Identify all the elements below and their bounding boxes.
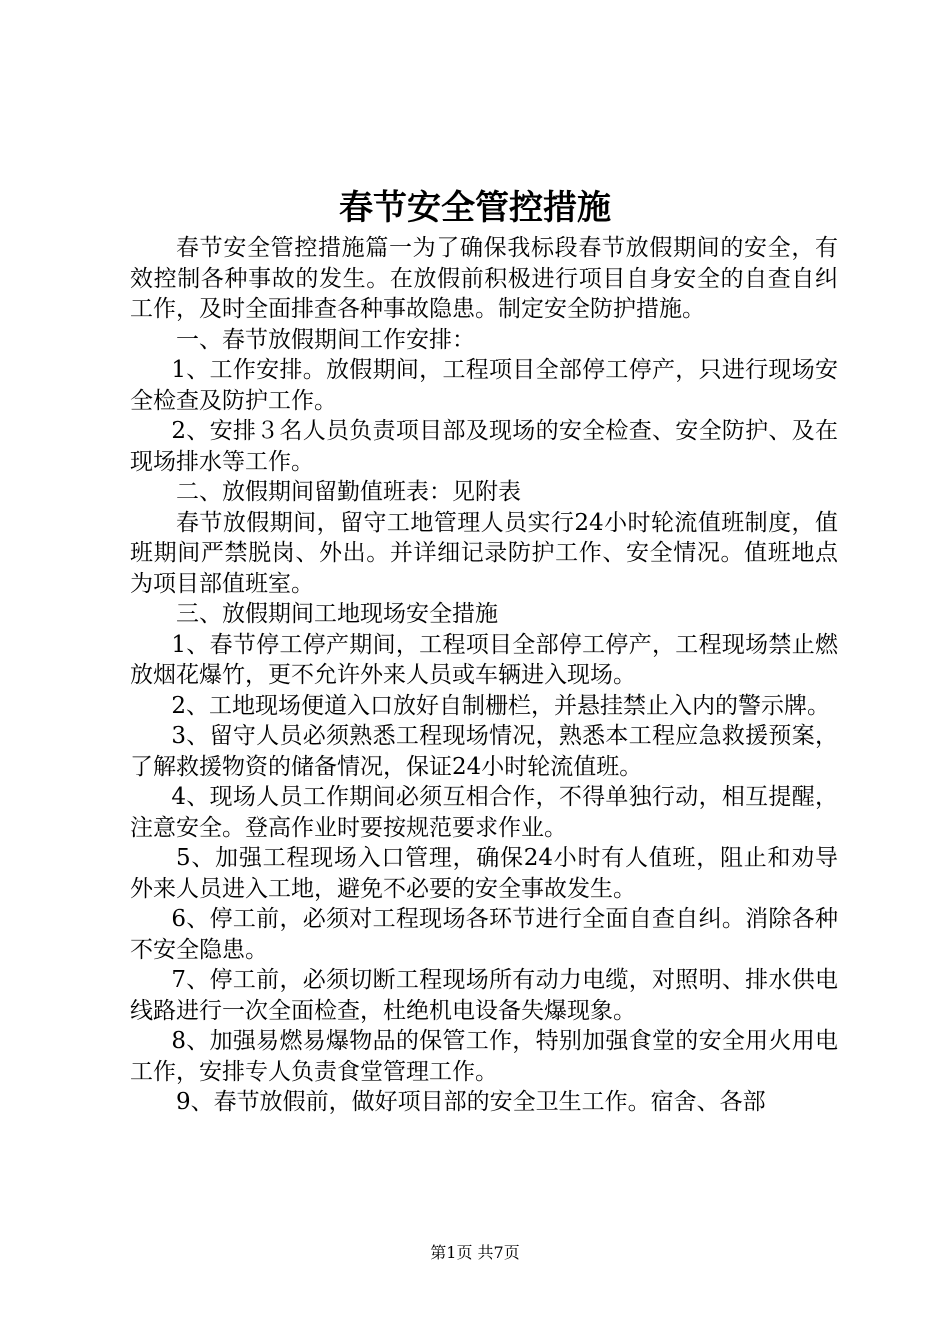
paragraph: 春节放假期间，留守工地管理人员实行24小时轮流值班制度，值班期间严禁脱岗、外出。并详细记录防护工作、安全情况。值班地点为项目部值班室。: [130, 509, 838, 597]
section-heading: 一、春节放假期间工作安排：: [176, 326, 475, 353]
list-item: 2、工地现场便道入口放好自制栅栏，并悬挂禁止入内的警示牌。: [171, 692, 831, 719]
list-item: 3、留守人员必须熟悉工程现场情况，熟悉本工程应急救援预案，了解救援物资的储备情况，保证24小时轮流值班。: [130, 723, 838, 780]
section-heading: 二、放假期间留勤值班表：见附表: [176, 479, 521, 505]
list-item: 5、加强工程现场入口管理，确保24小时有人值班，阻止和劝导外来人员进入工地，避免不必要的安全事故发生。: [130, 845, 838, 902]
list-item: 1、工作安排。放假期间，工程项目全部停工停产，只进行现场安全检查及防护工作。: [130, 357, 838, 414]
section-heading: 三、放假期间工地现场安全措施: [176, 601, 498, 627]
page-footer: 第1页 共7页: [430, 1243, 520, 1262]
document-body: [130, 233, 838, 1118]
list-item: 2、安排３名人员负责项目部及现场的安全检查、安全防护、及在现场排水等工作。: [130, 418, 838, 475]
paragraph: 春节安全管控措施篇一为了确保我标段春节放假期间的安全，有效控制各种事故的发生。在放假前积极进行项目自身安全的自查自纠工作，及时全面排查各种事故隐患。制定安全防护措施。: [130, 235, 838, 322]
list-item: 6、停工前，必须对工程现场各环节进行全面自查自纠。消除各种不安全隐患。: [130, 906, 838, 963]
list-item: 1、春节停工停产期间，工程项目全部停工停产，工程现场禁止燃放烟花爆竹，更不允许外来人员或车辆进入现场。: [130, 631, 838, 688]
list-item: 8、加强易燃易爆物品的保管工作，特别加强食堂的安全用火用电工作，安排专人负责食堂管理工作。: [130, 1028, 838, 1085]
list-item: 9、春节放假前，做好项目部的安全卫生工作。宿舍、各部: [176, 1089, 766, 1115]
list-item: 7、停工前，必须切断工程现场所有动力电缆，对照明、排水供电线路进行一次全面检查，杜绝机电设备失爆现象。: [130, 967, 838, 1024]
page-title: 春节安全管控措施: [339, 188, 611, 228]
list-item: 4、现场人员工作期间必须互相合作，不得单独行动，相互提醒，注意安全。登高作业时要按规范要求作业。: [130, 784, 838, 841]
